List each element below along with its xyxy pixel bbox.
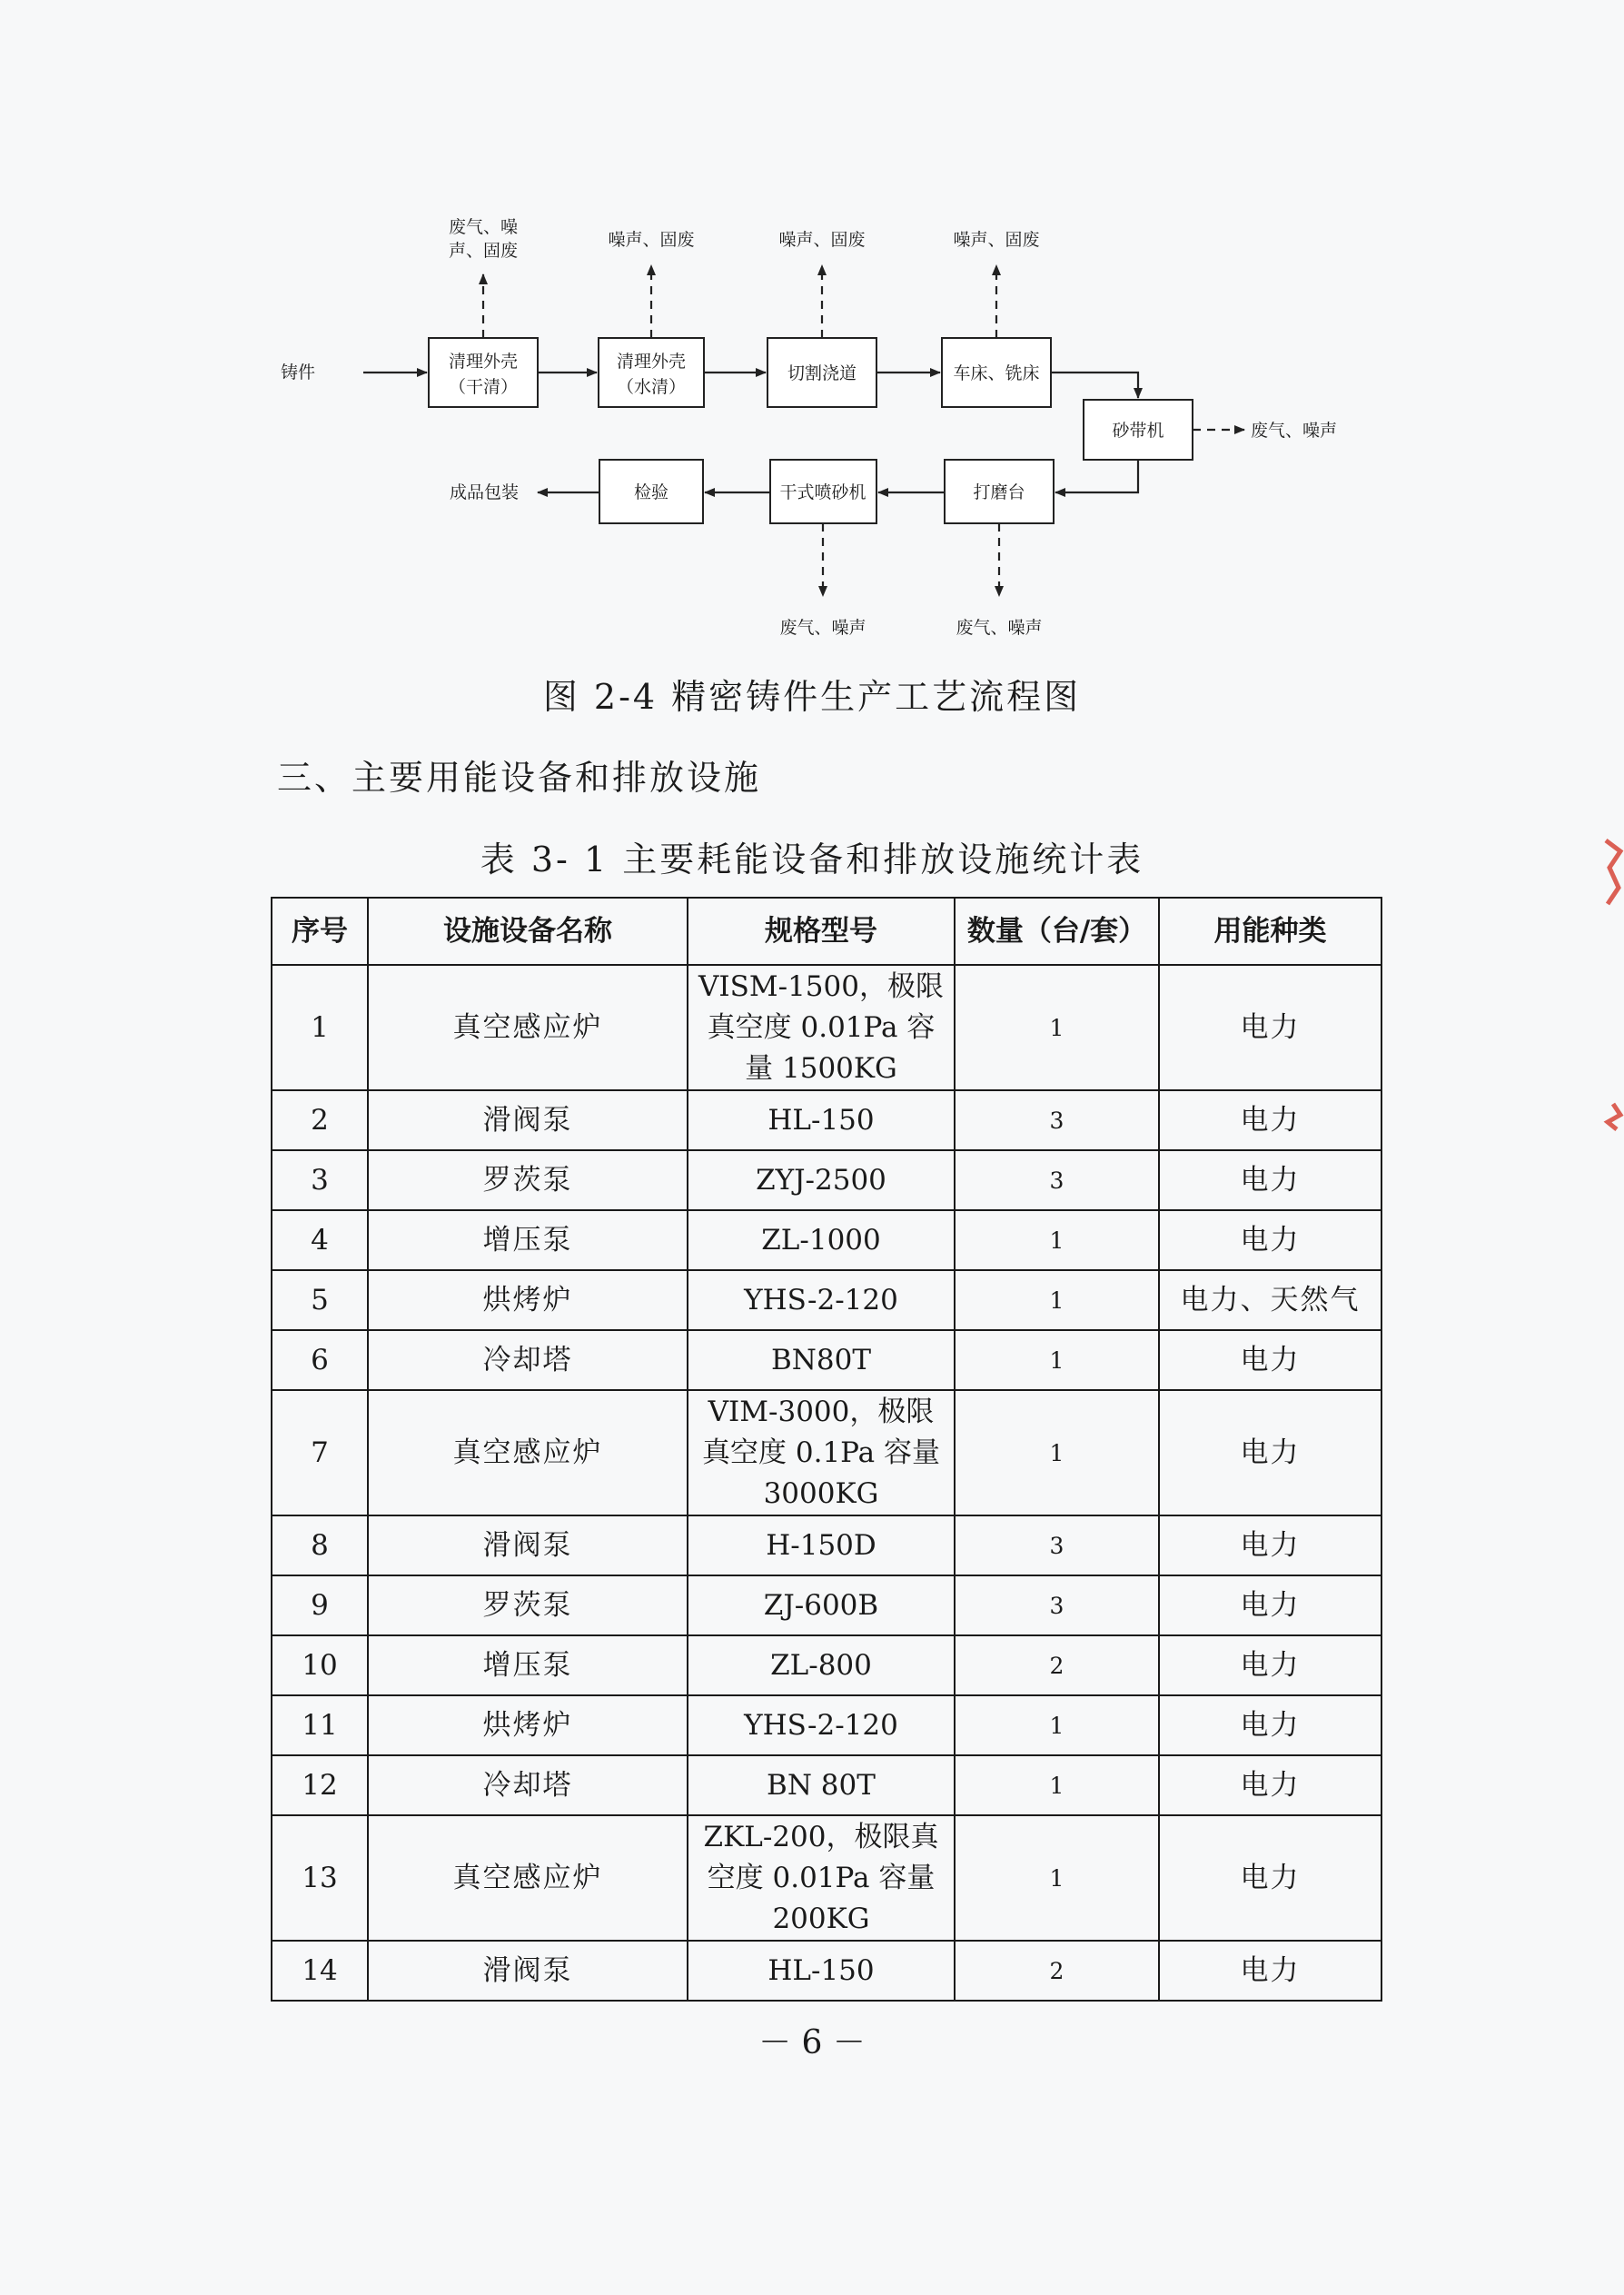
cell-no: 3 — [272, 1150, 368, 1210]
section-heading: 三、主要用能设备和排放设施 — [277, 758, 762, 798]
cell-name: 滑阀泵 — [368, 1515, 688, 1575]
svg-text:砂带机: 砂带机 — [1112, 421, 1164, 441]
header-spec: 规格型号 — [688, 898, 955, 965]
flow-node-cut-gate — [767, 338, 876, 407]
cell-spec — [688, 1150, 955, 1210]
spec-line: BN80T — [770, 1343, 872, 1376]
spec-line: 200KG — [772, 1902, 870, 1935]
cell-no: 2 — [272, 1090, 368, 1150]
cell-qty: 3 — [955, 1090, 1159, 1150]
emission-n7: 废气、噪声 — [779, 618, 866, 638]
cell-no: 12 — [272, 1755, 368, 1815]
cell-energy: 电力 — [1159, 1390, 1381, 1515]
spec-line: 真空度 0.01Pa 容 — [707, 1010, 936, 1044]
emission-n2: 噪声、固废 — [608, 230, 695, 250]
cell-qty: 3 — [955, 1150, 1159, 1210]
cell-no: 5 — [272, 1270, 368, 1330]
table-title: 表 3- 1 主要耗能设备和排放设施统计表 — [480, 840, 1144, 879]
cell-no: 11 — [272, 1695, 368, 1755]
cell-spec — [688, 1635, 955, 1695]
svg-text:清理外壳: 清理外壳 — [448, 352, 519, 372]
table-row — [272, 1270, 1381, 1330]
svg-text:（干清）: （干清） — [448, 377, 519, 397]
spec-line: HL-150 — [767, 1953, 875, 1987]
cell-no: 6 — [272, 1330, 368, 1390]
svg-text:清理外壳: 清理外壳 — [616, 352, 687, 372]
cell-no: 8 — [272, 1515, 368, 1575]
flow-final-output: 成品包装 — [449, 482, 520, 502]
table-row — [272, 1330, 1381, 1390]
spec-line: ZKL-200，极限真 — [703, 1820, 939, 1853]
svg-text:检验: 检验 — [633, 482, 669, 502]
svg-text:干式喷砂机: 干式喷砂机 — [779, 482, 866, 502]
spec-line: YHS-2-120 — [744, 1283, 898, 1316]
cell-energy: 电力 — [1159, 1150, 1381, 1210]
cell-qty: 1 — [955, 1330, 1159, 1390]
cell-name: 真空感应炉 — [368, 965, 688, 1090]
spec-line: 量 1500KG — [745, 1051, 897, 1085]
cell-spec — [688, 1210, 955, 1270]
table-header-row — [272, 898, 1381, 965]
svg-text:打磨台: 打磨台 — [973, 482, 1025, 502]
spec-line: ZL-800 — [770, 1648, 872, 1682]
spec-line: 真空度 0.1Pa 容量 — [702, 1436, 940, 1469]
spec-line: VIM-3000，极限 — [708, 1395, 935, 1428]
cell-spec — [688, 1330, 955, 1390]
emission-n4: 噪声、固废 — [953, 230, 1040, 250]
table-row — [272, 1695, 1381, 1755]
flow-node-grinding-table — [945, 460, 1054, 523]
cell-spec — [688, 1090, 955, 1150]
cell-no: 14 — [272, 1941, 368, 2001]
cell-qty: 1 — [955, 1210, 1159, 1270]
cell-name: 烘烤炉 — [368, 1270, 688, 1330]
emission-n1-line1: 废气、噪 — [448, 217, 519, 237]
cell-energy: 电力 — [1159, 1941, 1381, 2001]
spec-line: ZYJ-2500 — [756, 1163, 886, 1197]
cell-name: 真空感应炉 — [368, 1390, 688, 1515]
cell-no: 9 — [272, 1575, 368, 1635]
cell-no: 4 — [272, 1210, 368, 1270]
cell-name: 冷却塔 — [368, 1330, 688, 1390]
cell-energy: 电力 — [1159, 1695, 1381, 1755]
emission-n3: 噪声、固废 — [778, 230, 866, 250]
emission-n1-line2: 声、固废 — [448, 241, 519, 261]
spec-line: HL-150 — [767, 1103, 875, 1137]
spec-line: BN 80T — [767, 1768, 876, 1802]
spec-line: H-150D — [766, 1528, 876, 1562]
spec-line: YHS-2-120 — [744, 1708, 898, 1742]
table-row — [272, 1090, 1381, 1150]
flow-node-inspection — [599, 460, 703, 523]
cell-qty: 2 — [955, 1635, 1159, 1695]
flow-input-label: 铸件 — [280, 363, 316, 382]
cell-energy: 电力 — [1159, 1330, 1381, 1390]
cell-name: 冷却塔 — [368, 1755, 688, 1815]
page-number: － 6 － — [758, 2024, 866, 2062]
svg-text:切割浇道: 切割浇道 — [787, 363, 857, 383]
cell-no: 1 — [272, 965, 368, 1090]
cell-name: 真空感应炉 — [368, 1815, 688, 1941]
svg-text:车床、铣床: 车床、铣床 — [953, 363, 1040, 383]
cell-qty: 1 — [955, 1695, 1159, 1755]
cell-name: 罗茨泵 — [368, 1150, 688, 1210]
equipment-table — [271, 897, 1382, 2002]
cell-spec — [688, 1755, 955, 1815]
table-row — [272, 1815, 1381, 1941]
header-qty: 数量（台/套） — [955, 898, 1159, 965]
table-row — [272, 1150, 1381, 1210]
spec-line: ZJ-600B — [763, 1588, 879, 1622]
cell-energy: 电力、天然气 — [1159, 1270, 1381, 1330]
table-row — [272, 1575, 1381, 1635]
cell-energy: 电力 — [1159, 1090, 1381, 1150]
cell-spec — [688, 965, 955, 1090]
header-name: 设施设备名称 — [368, 898, 688, 965]
cell-no: 10 — [272, 1635, 368, 1695]
cell-qty: 3 — [955, 1575, 1159, 1635]
cell-qty: 3 — [955, 1515, 1159, 1575]
table-row — [272, 1635, 1381, 1695]
cell-energy: 电力 — [1159, 1815, 1381, 1941]
cell-name: 滑阀泵 — [368, 1941, 688, 2001]
cell-name: 罗茨泵 — [368, 1575, 688, 1635]
cell-energy: 电力 — [1159, 1210, 1381, 1270]
spec-line: 3000KG — [763, 1476, 879, 1510]
table-row — [272, 1210, 1381, 1270]
cell-spec — [688, 1390, 955, 1515]
cell-qty: 1 — [955, 1270, 1159, 1330]
cell-spec — [688, 1575, 955, 1635]
table-row — [272, 1515, 1381, 1575]
red-stamp-fragment — [1600, 831, 1624, 1131]
process-flow-diagram — [272, 200, 1408, 654]
header-no: 序号 — [272, 898, 368, 965]
cell-qty: 1 — [955, 1755, 1159, 1815]
cell-no: 7 — [272, 1390, 368, 1515]
flow-node-dry-sandblaster — [770, 460, 876, 523]
cell-no: 13 — [272, 1815, 368, 1941]
cell-energy: 电力 — [1159, 1575, 1381, 1635]
emission-n6: 废气、噪声 — [956, 618, 1043, 638]
cell-qty: 1 — [955, 965, 1159, 1090]
spec-line: ZL-1000 — [761, 1223, 881, 1257]
cell-energy: 电力 — [1159, 965, 1381, 1090]
flow-node-lathe-mill — [942, 338, 1051, 407]
belt-sander-emission: 废气、噪声 — [1251, 421, 1338, 441]
spec-line: 空度 0.01Pa 容量 — [707, 1861, 936, 1894]
flow-node-clean-shell-dry — [429, 338, 538, 407]
table-row — [272, 1755, 1381, 1815]
cell-spec — [688, 1815, 955, 1941]
cell-name: 增压泵 — [368, 1635, 688, 1695]
flow-node-belt-sander — [1084, 400, 1193, 460]
cell-spec — [688, 1270, 955, 1330]
svg-text:（水清）: （水清） — [616, 377, 687, 397]
cell-name: 增压泵 — [368, 1210, 688, 1270]
flow-node-clean-shell-wet — [599, 338, 704, 407]
cell-qty: 2 — [955, 1941, 1159, 2001]
cell-energy: 电力 — [1159, 1515, 1381, 1575]
header-energy: 用能种类 — [1159, 898, 1381, 965]
table-row — [272, 1390, 1381, 1515]
cell-energy: 电力 — [1159, 1755, 1381, 1815]
cell-spec — [688, 1515, 955, 1575]
figure-caption: 图 2-4 精密铸件生产工艺流程图 — [542, 677, 1082, 717]
cell-name: 滑阀泵 — [368, 1090, 688, 1150]
cell-spec — [688, 1941, 955, 2001]
table-row — [272, 965, 1381, 1090]
spec-line: VISM-1500，极限 — [698, 969, 944, 1003]
cell-spec — [688, 1695, 955, 1755]
cell-qty: 1 — [955, 1390, 1159, 1515]
cell-name: 烘烤炉 — [368, 1695, 688, 1755]
cell-qty: 1 — [955, 1815, 1159, 1941]
table-row — [272, 1941, 1381, 2001]
cell-energy: 电力 — [1159, 1635, 1381, 1695]
